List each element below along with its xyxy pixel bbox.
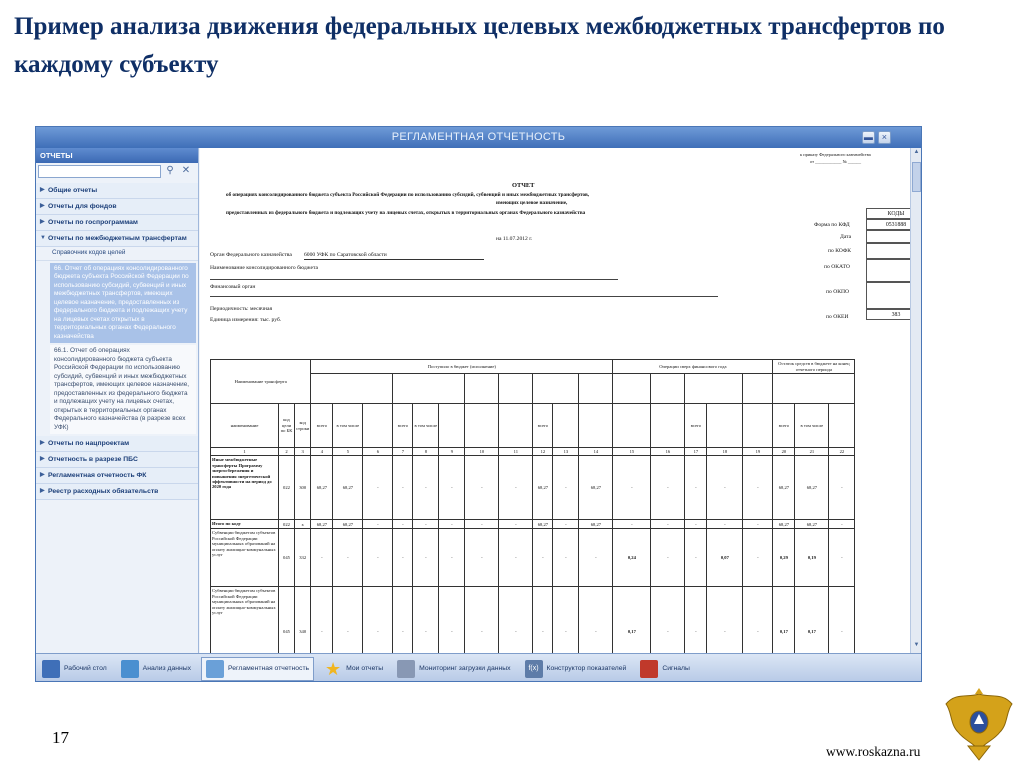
row-cell: - xyxy=(829,456,855,520)
chevron-down-icon: ▼ xyxy=(40,235,46,241)
row-line: 300 xyxy=(295,456,311,520)
col-number: 10 xyxy=(465,448,499,456)
row-cell: - xyxy=(829,529,855,587)
col-number: 3 xyxy=(295,448,311,456)
row-cell: 68,27 xyxy=(773,456,795,520)
row-cell: 68,27 xyxy=(795,456,829,520)
window-title xyxy=(36,127,921,148)
form-code: 0531888 xyxy=(866,219,910,230)
th-name: наименование xyxy=(211,404,279,448)
report-heading: ОТЧЕТ xyxy=(512,182,535,189)
row-cell: - xyxy=(533,529,553,587)
col-number: 17 xyxy=(685,448,707,456)
row-cell: - xyxy=(363,456,393,520)
th-incl: в том числе xyxy=(795,404,829,448)
th-sub xyxy=(651,404,685,448)
row-cell: - xyxy=(393,456,413,520)
okato-label: по ОКАТО xyxy=(824,264,850,270)
col-number: 8 xyxy=(413,448,439,456)
row-cell: 68,27 xyxy=(533,520,553,529)
row-cell: - xyxy=(553,529,579,587)
table-row xyxy=(211,520,855,529)
clear-icon[interactable]: ✕ xyxy=(181,165,191,176)
server-icon xyxy=(397,660,415,678)
row-cell: - xyxy=(499,520,533,529)
okato-code xyxy=(866,259,910,282)
formula-icon: f(x) xyxy=(525,660,543,678)
col-number: 4 xyxy=(311,448,333,456)
chevron-right-icon: ▶ xyxy=(40,187,45,193)
row-cell: 68,27 xyxy=(579,520,613,529)
period-label: Периодичность: месячная xyxy=(210,306,273,312)
row-cell: - xyxy=(707,456,743,520)
sidebar-item-label: Регламентная отчетность ФК xyxy=(48,472,147,479)
taskbar-signals[interactable] xyxy=(636,657,694,681)
taskbar-label: Сигналы xyxy=(662,664,690,672)
taskbar-label: Мониторинг загрузки данных xyxy=(419,664,511,672)
taskbar-label: Мои отчеты xyxy=(346,664,384,672)
row-cell: - xyxy=(439,587,465,653)
scroll-up-icon[interactable]: ▲ xyxy=(913,149,920,155)
th-received: Поступило в бюджет (исполнение) xyxy=(311,360,613,374)
th-sub xyxy=(707,404,743,448)
sidebar-item-registry[interactable] xyxy=(36,484,198,500)
organ-value: 6000 УФК по Саратовской области xyxy=(304,252,484,260)
col-number: 22 xyxy=(829,448,855,456)
budget-line xyxy=(210,279,618,280)
slide-title: Пример анализа движения федеральных целевых межбюджетных трансфертов по каждому субъекту xyxy=(14,13,945,78)
row-cell: - xyxy=(413,520,439,529)
col-number: 5 xyxy=(333,448,363,456)
th-group xyxy=(743,374,773,404)
row-line: х xyxy=(295,520,311,529)
row-cell: - xyxy=(311,529,333,587)
sidebar-subitem-report-66[interactable]: 66. Отчет об операциях консолидированного бюджета субъекта Российской Федерации по использованию субсидий, субвенций и иных межбюджетных трансфертов, имеющих целевое назначение, предоставленных из федерального бюджета и подлежащих учету на лицевых счетах открытых в территориальных органах Федерального казначейства xyxy=(50,263,196,344)
sidebar-item-funds[interactable] xyxy=(36,199,198,215)
th-group xyxy=(393,374,465,404)
row-cell: - xyxy=(439,529,465,587)
th-incl: в том числе xyxy=(413,404,439,448)
chevron-right-icon: ▶ xyxy=(40,219,45,225)
row-cell: - xyxy=(651,529,685,587)
th-group xyxy=(311,374,393,404)
row-cell: - xyxy=(363,529,393,587)
row-cell: - xyxy=(707,587,743,653)
row-cell: - xyxy=(333,587,363,653)
row-cell: - xyxy=(613,520,651,529)
chevron-right-icon: ▶ xyxy=(40,456,45,462)
row-cell: 68,27 xyxy=(533,456,553,520)
th-operations: Операции сверх финансового года xyxy=(613,360,773,374)
th-incl: в том числе xyxy=(333,404,363,448)
col-number: 21 xyxy=(795,448,829,456)
th-group xyxy=(613,374,651,404)
th-group xyxy=(685,374,743,404)
taskbar-constructor[interactable] xyxy=(521,657,631,681)
th-sub xyxy=(499,404,533,448)
col-number: 12 xyxy=(533,448,553,456)
corner-note: от ____________ № ______ xyxy=(810,159,862,164)
th-total: всего xyxy=(685,404,707,448)
taskbar-label: Рабочий стол xyxy=(64,664,107,672)
chart-icon xyxy=(121,660,139,678)
col-number: 6 xyxy=(363,448,393,456)
sidebar xyxy=(36,148,199,653)
row-cell: - xyxy=(685,520,707,529)
row-cell: - xyxy=(393,529,413,587)
site-url: www.roskazna.ru xyxy=(826,744,921,759)
row-code: 022 xyxy=(279,456,295,520)
row-cell: - xyxy=(465,587,499,653)
sidebar-search xyxy=(38,165,196,180)
row-line: 332 xyxy=(295,529,311,587)
th-total: всего xyxy=(773,404,795,448)
th-group xyxy=(499,374,533,404)
signal-icon xyxy=(640,660,658,678)
report-line-2: имеющих целевое назначение, xyxy=(496,200,568,206)
row-cell: - xyxy=(829,587,855,653)
row-cell: - xyxy=(499,529,533,587)
report-document xyxy=(200,148,910,653)
taskbar-label: Анализ данных xyxy=(142,664,192,672)
row-cell: - xyxy=(533,587,553,653)
th-sub xyxy=(465,404,499,448)
taskbar-label: Регламентная отчетность xyxy=(228,664,310,672)
col-number: 20 xyxy=(773,448,795,456)
th-balance: Остаток средств в бюджете на конец отчетного периода xyxy=(773,360,855,374)
report-line-1: об операциях консолидированного бюджета субъекта Российской Федерации по использованию субсидий, субвенций и иных межбюджетных трансфертов, xyxy=(226,192,590,198)
report-table xyxy=(210,359,855,653)
date-code xyxy=(866,230,910,243)
col-number-row xyxy=(211,448,855,456)
kofk-code xyxy=(866,243,910,259)
form-label: Форма по КФД xyxy=(814,222,850,228)
row-cell: - xyxy=(553,456,579,520)
th-total: всего xyxy=(311,404,333,448)
th-group xyxy=(651,374,685,404)
col-number: 18 xyxy=(707,448,743,456)
row-cell: 0,29 xyxy=(773,529,795,587)
col-number: 15 xyxy=(613,448,651,456)
row-name: Итого по коду xyxy=(211,520,279,529)
sidebar-item-label: Реестр расходных обязательств xyxy=(48,488,159,495)
corner-note: к приказу Федерального казначейства xyxy=(800,152,871,157)
row-cell: - xyxy=(393,587,413,653)
row-cell: 68,27 xyxy=(333,520,363,529)
taskbar-reports[interactable] xyxy=(201,657,314,681)
star-icon: ★ xyxy=(325,658,342,679)
row-cell: 0,17 xyxy=(795,587,829,653)
row-cell: - xyxy=(333,529,363,587)
col-number: 1 xyxy=(211,448,279,456)
row-cell: 0,07 xyxy=(707,529,743,587)
taskbar xyxy=(36,653,921,682)
th-transfer: Наименование трансферта xyxy=(211,360,311,404)
row-cell: - xyxy=(439,520,465,529)
row-cell: - xyxy=(413,456,439,520)
search-input[interactable] xyxy=(38,165,161,178)
row-cell: - xyxy=(651,456,685,520)
sidebar-item-transfers[interactable] xyxy=(36,231,198,247)
row-code: 045 xyxy=(279,587,295,653)
eagle-emblem-icon xyxy=(938,684,1020,766)
report-date: на 11.07.2012 г. xyxy=(496,236,533,242)
row-cell: - xyxy=(413,587,439,653)
row-cell: 68,27 xyxy=(795,520,829,529)
fin-line xyxy=(210,296,718,297)
row-cell: - xyxy=(743,587,773,653)
col-number: 9 xyxy=(439,448,465,456)
budget-label: Наименование консолидированного бюджета xyxy=(210,265,318,271)
desktop-icon xyxy=(42,660,60,678)
row-cell: 0,19 xyxy=(795,529,829,587)
row-code: 045 xyxy=(279,529,295,587)
row-cell: - xyxy=(499,587,533,653)
slide-number: 17 xyxy=(52,728,69,747)
th-code-line: код строки xyxy=(295,404,311,448)
sidebar-item-pbs[interactable] xyxy=(36,452,198,468)
chevron-right-icon: ▶ xyxy=(40,203,45,209)
col-number: 16 xyxy=(651,448,685,456)
th-sub xyxy=(613,404,651,448)
row-cell: 0,24 xyxy=(613,529,651,587)
taskbar-monitoring[interactable] xyxy=(393,657,514,681)
row-cell: - xyxy=(651,520,685,529)
th-incl xyxy=(363,404,393,448)
col-number: 11 xyxy=(499,448,533,456)
row-cell: 68,27 xyxy=(311,520,333,529)
sidebar-header: ОТЧЕТЫ xyxy=(36,148,198,163)
organ-label: Орган Федерального казначейства xyxy=(210,252,292,258)
row-cell: - xyxy=(579,587,613,653)
row-cell: 0,17 xyxy=(773,587,795,653)
fin-label: Финансовый орган xyxy=(210,284,256,290)
th-sub xyxy=(553,404,579,448)
row-cell: - xyxy=(363,587,393,653)
th-group xyxy=(579,374,613,404)
sidebar-item-label: Отчеты по госпрограммам xyxy=(48,219,138,226)
window-title-text: РЕГЛАМЕНТНАЯ ОТЧЕТНОСТЬ xyxy=(391,131,566,143)
checklist-icon xyxy=(206,660,224,678)
row-name: Иные межбюджетные трансферты Программу энергосбережения и повышения энергетической эффективности на период до 2020 года xyxy=(211,456,279,520)
th-group xyxy=(533,374,579,404)
okpo-code xyxy=(866,282,910,309)
sidebar-item-label: Отчеты по межбюджетным трансфертам xyxy=(48,235,187,242)
row-cell: - xyxy=(685,587,707,653)
chevron-right-icon: ▶ xyxy=(40,472,45,478)
col-number: 13 xyxy=(553,448,579,456)
row-cell: 68,27 xyxy=(333,456,363,520)
sidebar-item-programs[interactable] xyxy=(36,215,198,231)
table-row xyxy=(211,587,855,653)
col-number: 7 xyxy=(393,448,413,456)
scroll-down-icon[interactable]: ▼ xyxy=(913,642,920,648)
row-cell: - xyxy=(311,587,333,653)
row-cell: - xyxy=(685,456,707,520)
row-cell: - xyxy=(707,520,743,529)
row-cell: - xyxy=(613,456,651,520)
row-cell: 68,27 xyxy=(311,456,333,520)
scroll-thumb[interactable] xyxy=(912,162,921,192)
row-cell: - xyxy=(363,520,393,529)
sidebar-item-label: Отчеты по нацпроектам xyxy=(48,440,130,447)
row-cell: - xyxy=(553,587,579,653)
row-cell: - xyxy=(743,520,773,529)
sidebar-item-label: Отчетность в разрезе ПБС xyxy=(48,456,138,463)
sidebar-item-general[interactable] xyxy=(36,183,198,199)
row-name: Субвенции бюджетам субъектов Российской Федерации муниципальных образований на оплату жилищно-коммунальных услуг xyxy=(211,587,279,653)
chevron-right-icon: ▶ xyxy=(40,488,45,494)
th-group xyxy=(465,374,499,404)
col-number: 2 xyxy=(279,448,295,456)
search-icon[interactable]: ⚲ xyxy=(166,165,174,176)
row-cell: - xyxy=(413,529,439,587)
col-number: 19 xyxy=(743,448,773,456)
chevron-right-icon: ▶ xyxy=(40,440,45,446)
report-line-3: предоставленных из федерального бюджета и подлежащих учету на лицевых счетах, открытых в территориальных органах Федерального казначейства xyxy=(226,210,586,216)
sidebar-item-fk[interactable] xyxy=(36,468,198,484)
th-group xyxy=(773,374,855,404)
taskbar-label: Конструктор показателей xyxy=(546,664,627,672)
row-cell: 68,27 xyxy=(773,520,795,529)
unit-label: Единица измерения: тыс. руб. xyxy=(210,317,282,323)
okpo-label: по ОКПО xyxy=(826,289,850,295)
row-cell: - xyxy=(685,529,707,587)
sidebar-subitem-codes[interactable]: Справочник кодов целей xyxy=(36,247,198,261)
sidebar-item-label: Общие отчеты xyxy=(48,187,98,194)
row-cell: - xyxy=(465,456,499,520)
row-cell: 0,17 xyxy=(613,587,651,653)
sidebar-subitem-report-66-1[interactable]: 66.1. Отчет об операциях консолидированного бюджета субъекта Российской Федерации по использованию субсидий, субвенций и иных межбюджетных трансфертов, имеющих целевое назначение, предоставленных из федерального бюджета и подлежащих учету на лицевых счетах, открытых в территориальных органах Федерального казначейства (в разрезе всех УФК) xyxy=(50,345,196,434)
row-code: 022 xyxy=(279,520,295,529)
row-cell: - xyxy=(743,529,773,587)
taskbar-desktop[interactable] xyxy=(38,657,111,681)
row-cell: - xyxy=(439,456,465,520)
row-line: 340 xyxy=(295,587,311,653)
th-total: всего xyxy=(393,404,413,448)
table-row xyxy=(211,529,855,587)
row-cell: - xyxy=(465,529,499,587)
sidebar-item-label: Отчеты для фондов xyxy=(48,203,117,210)
table-row xyxy=(211,456,855,520)
vertical-scrollbar[interactable] xyxy=(910,148,922,653)
okei-label: по ОКЕИ xyxy=(826,314,849,320)
codes-header: КОДЫ xyxy=(866,208,910,219)
row-cell: - xyxy=(579,529,613,587)
th-incl xyxy=(439,404,465,448)
taskbar-my-reports[interactable] xyxy=(320,657,387,681)
th-code-purpose: код цели по БК xyxy=(279,404,295,448)
th-sub xyxy=(579,404,613,448)
col-number: 14 xyxy=(579,448,613,456)
th-total: всего xyxy=(533,404,553,448)
sidebar-item-natprojects[interactable] xyxy=(36,436,198,452)
row-cell: - xyxy=(829,520,855,529)
row-cell: 68,27 xyxy=(579,456,613,520)
okei-code: 383 xyxy=(866,309,910,320)
minimize-icon[interactable]: ▬ xyxy=(863,132,874,142)
app-window xyxy=(35,126,922,682)
close-icon[interactable]: × xyxy=(878,131,891,144)
kofk-label: по КОФК xyxy=(828,248,852,254)
row-cell: - xyxy=(743,456,773,520)
row-cell: - xyxy=(499,456,533,520)
row-cell: - xyxy=(651,587,685,653)
row-cell: - xyxy=(393,520,413,529)
th-sub xyxy=(743,404,773,448)
date-label: Дата xyxy=(840,234,852,240)
th-sub xyxy=(829,404,855,448)
row-cell: - xyxy=(465,520,499,529)
taskbar-analysis[interactable] xyxy=(117,657,195,681)
row-cell: - xyxy=(553,520,579,529)
row-name: Субвенции бюджетам субъектов Российской Федерации муниципальных образований на оплату жилищно-коммунальных услуг xyxy=(211,529,279,587)
